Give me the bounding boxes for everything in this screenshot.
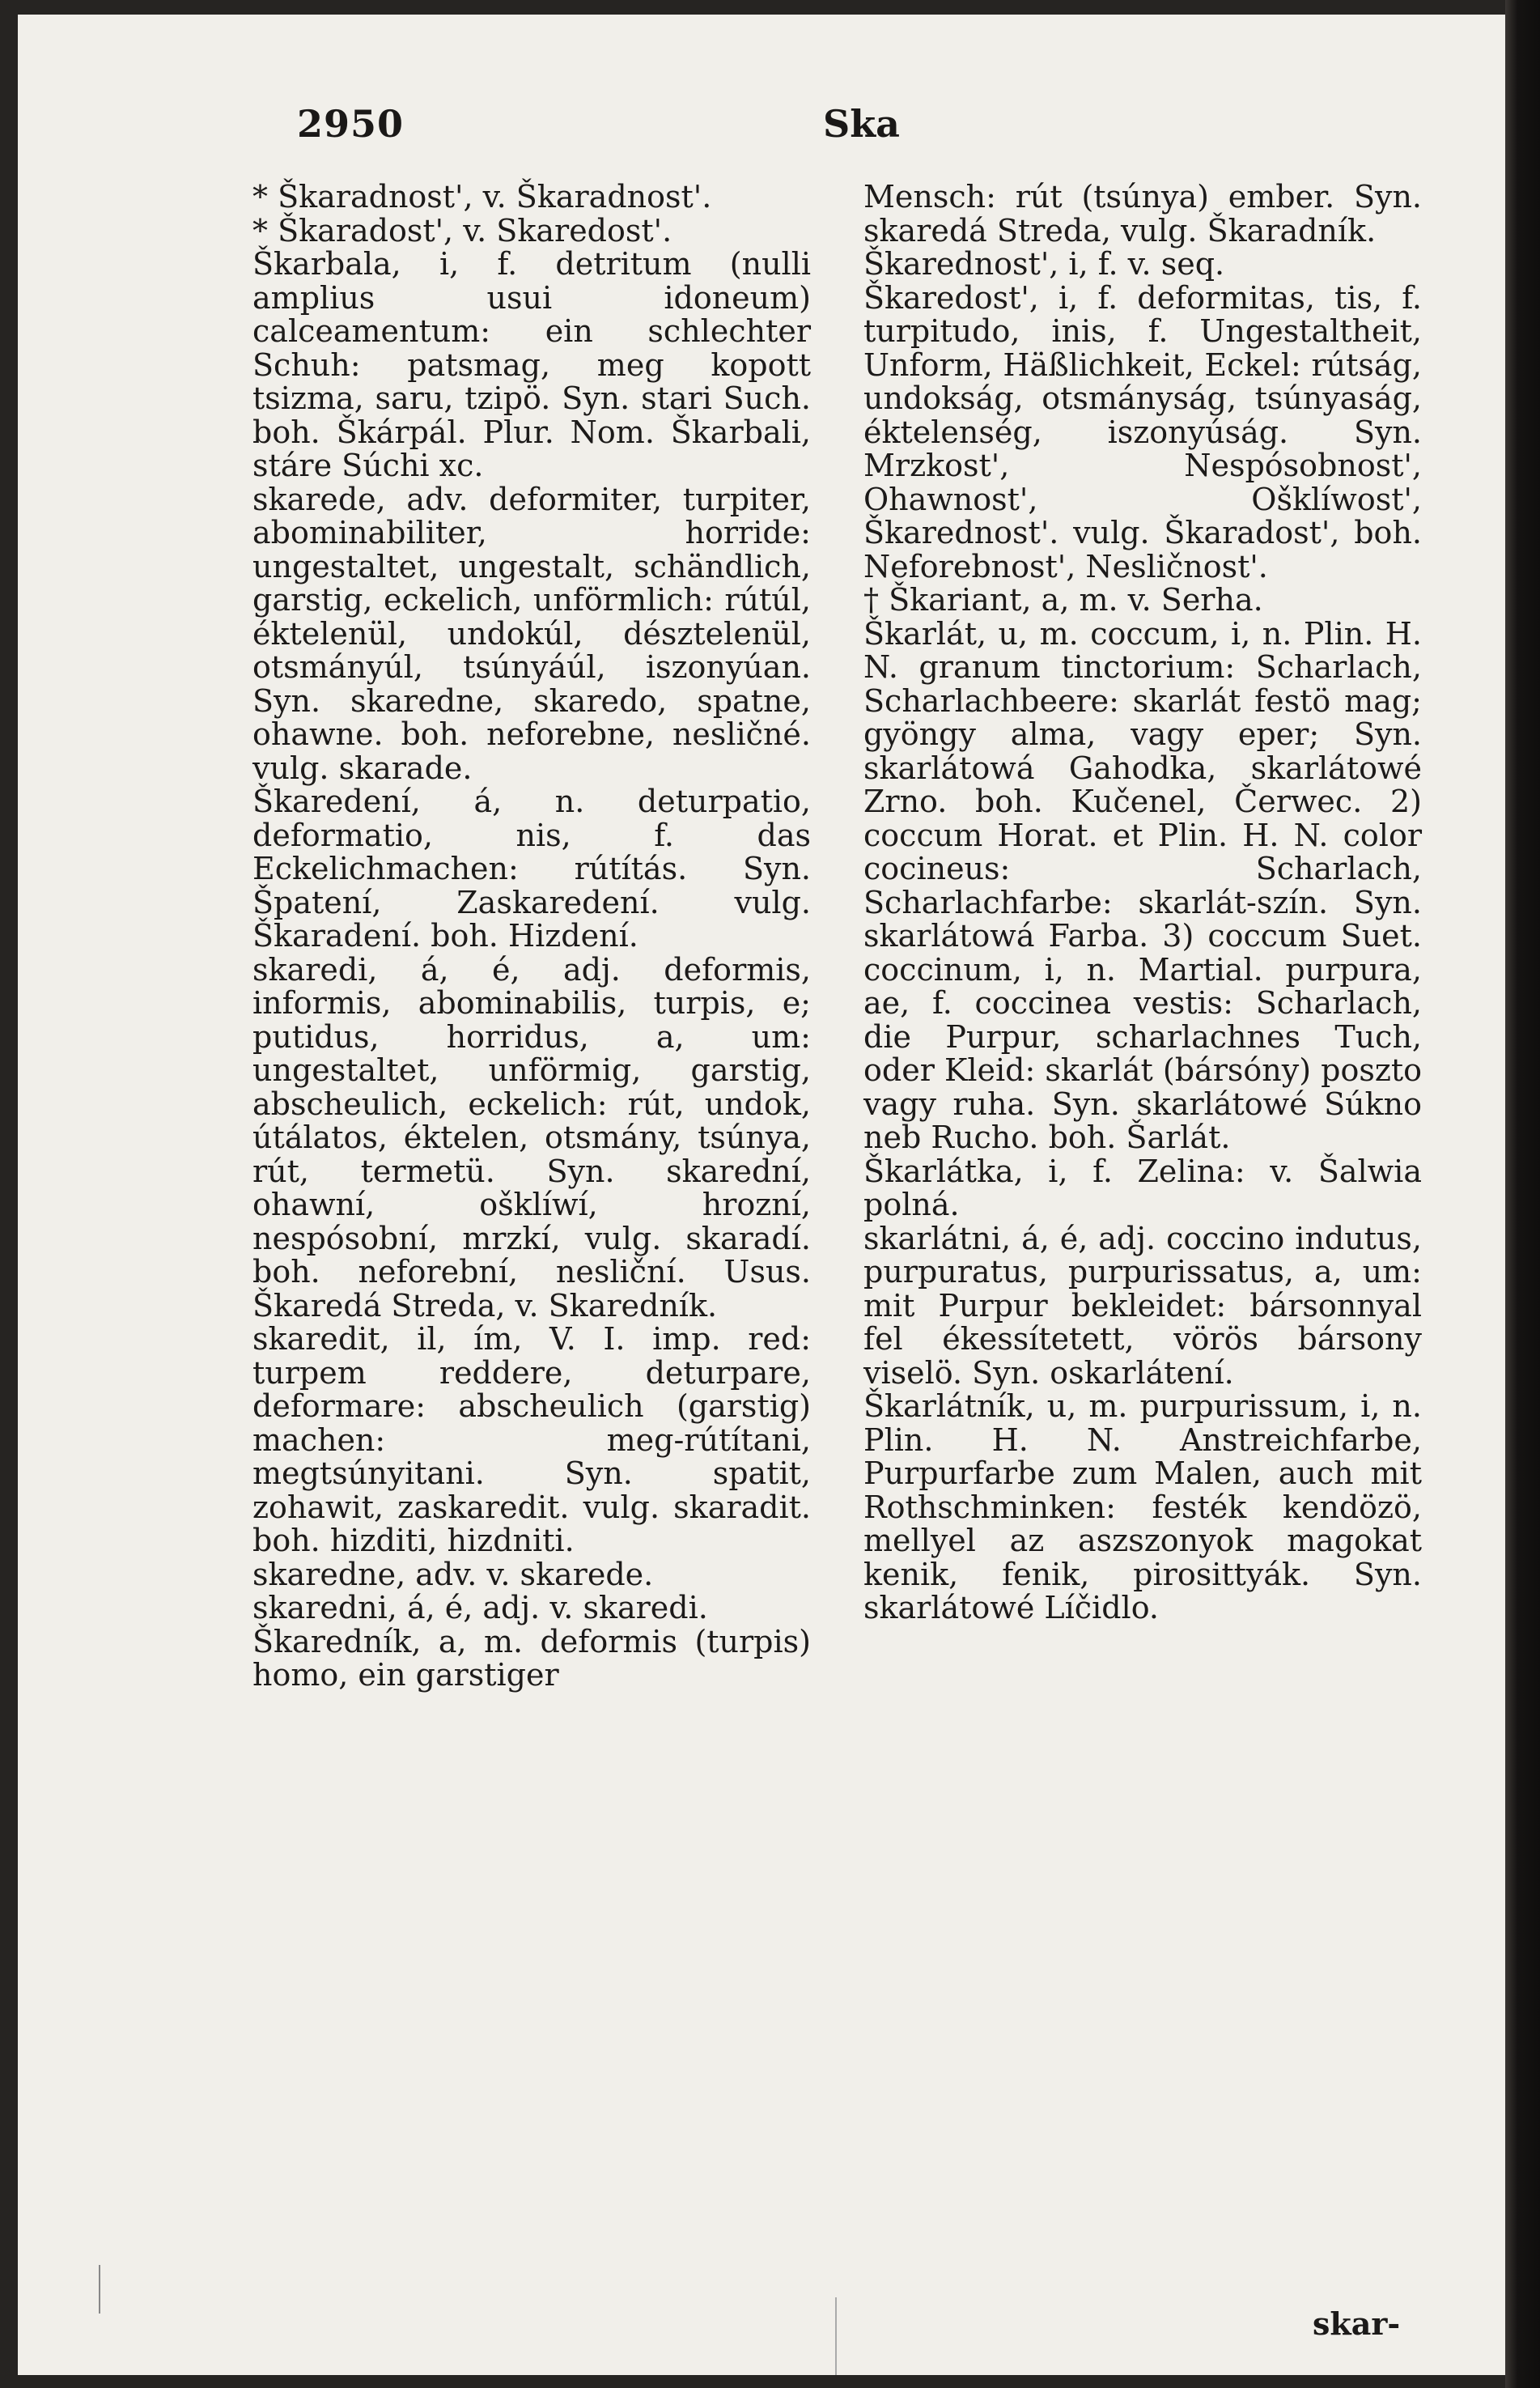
dictionary-entry: * Škaradost', v. Skaredost'.	[252, 212, 672, 249]
scan-dark-edge	[1505, 0, 1540, 2388]
dictionary-entry: Škarednost', i, f. v. seq.	[863, 246, 1225, 282]
left-column	[252, 181, 811, 1693]
dictionary-entry: skaredne, adv. v. skarede.	[252, 1556, 654, 1592]
book-page	[18, 15, 1505, 2375]
dictionary-entry: Škarlátka, i, f. Zelina: v. Šalwia polná.	[863, 1153, 1422, 1222]
scan-mark	[99, 2265, 100, 2314]
catchword: skar-	[1313, 2305, 1401, 2342]
right-column	[863, 181, 1422, 1625]
dictionary-entry: skaredni, á, é, adj. v. skaredi.	[252, 1590, 708, 1625]
dictionary-entry: * Škaradnost', v. Škaradnost'.	[252, 179, 712, 215]
dictionary-entry: skarede, adv. deformiter, turpiter, abominabiliter, horride: ungestaltet, ungestalt, schändlich, garstig, eckelich, unförmlich: rútúl, éktelenül, undokúl, désztelenül, otsmányúl, tsúnyáúl, iszonyúan. Syn. skaredne, skaredo, spatne, ohawne. boh. neforebne, nesličné. vulg. skarade.	[252, 481, 811, 786]
dictionary-entry: Škaredení, á, n. deturpatio, deformatio, nis, f. das Eckelichmachen: rútítás. Syn. Špatení, Zaskaredení. vulg. Škaradení. boh. Hizdení.	[252, 784, 811, 954]
dictionary-entry: Mensch: rút (tsúnya) ember. Syn. skaredá Streda, vulg. Škaradník.	[863, 179, 1422, 249]
page-number: 2950	[297, 102, 405, 146]
dictionary-entry: † Škariant, a, m. v. Serha.	[863, 582, 1263, 618]
running-head: Ska	[823, 102, 900, 146]
dictionary-entry: Škarlátník, u, m. purpurissum, i, n. Plin. H. N. Anstreichfarbe, Purpurfarbe zum Malen, auch mit Rothschminken: festék kendözö, mellyel az aszszonyok magokat kenik, fenik, pirosittyák. Syn. skarlátowé Líčidlo.	[863, 1388, 1422, 1625]
dictionary-entry: Škaredost', i, f. deformitas, tis, f. turpitudo, inis, f. Ungestaltheit, Unform, Häßlichkeit, Eckel: rútság, undokság, otsmányság, tsúnyaság, éktelenség, iszonyúság. Syn. Mrzkost', Nespósobnost', Ohawnost', Ošklíwost', Škarednost'. vulg. Škaradost', boh. Neforebnost', Nesličnost'.	[863, 279, 1422, 584]
dictionary-entry: Škarbala, i, f. detritum (nulli amplius usui idoneum) calceamentum: ein schlechter Schuh: patsmag, meg kopott tsizma, saru, tzipö. Syn. stari Such. boh. Škárpál. Plur. Nom. Škarbali, stáre Súchi xc.	[252, 246, 811, 483]
dictionary-entry: skaredit, il, ím, V. I. imp. red: turpem reddere, deturpare, deformare: abscheulich (garstig) machen: meg-rútítani, megtsúnyitani. Syn. spatit, zohawit, zaskaredit. vulg. skaradit. boh. hizditi, hizdniti.	[252, 1321, 811, 1558]
scan-mark	[835, 2297, 837, 2375]
page-header	[297, 102, 1373, 175]
dictionary-entry: Škaredník, a, m. deformis (turpis) homo, ein garstiger	[252, 1623, 811, 1693]
dictionary-entry: skarlátni, á, é, adj. coccino indutus, purpuratus, purpurissatus, a, um: mit Purpur bekleidet: bársonnyal fel ékessítetett, vörös bársony viselö. Syn. oskarlátení.	[863, 1220, 1422, 1391]
dictionary-entry: Škarlát, u, m. coccum, i, n. Plin. H. N. granum tinctorium: Scharlach, Scharlachbeere: skarlát festö mag; gyöngy alma, vagy eper; Syn. skarlátowá Gahodka, skarlátowé Zrno. boh. Kučenel, Čerwec. 2) coccum Horat. et Plin. H. N. color cocineus: Scharlach, Scharlachfarbe: skarlát-szín. Syn. skarlátowá Farba. 3) coccum Suet. coccinum, i, n. Martial. purpura, ae, f. coccinea vestis: Scharlach, die Purpur, scharlachnes Tuch, oder Kleid: skarlát (bársóny) poszto vagy ruha. Syn. skarlátowé Súkno neb Rucho. boh. Šarlát.	[863, 615, 1422, 1155]
dictionary-entry: skaredi, á, é, adj. deformis, informis, abominabilis, turpis, e; putidus, horridus, a, um: ungestaltet, unförmig, garstig, abscheulich, eckelich: rút, undok, útálatos, éktelen, otsmány, tsúnya, rút, termetü. Syn. skarední, ohawní, ošklíwí, hrozní, nespósobní, mrzkí, vulg. skaradí. boh. neforební, nesliční. Usus. Škaredá Streda, v. Skaredník.	[252, 951, 811, 1324]
